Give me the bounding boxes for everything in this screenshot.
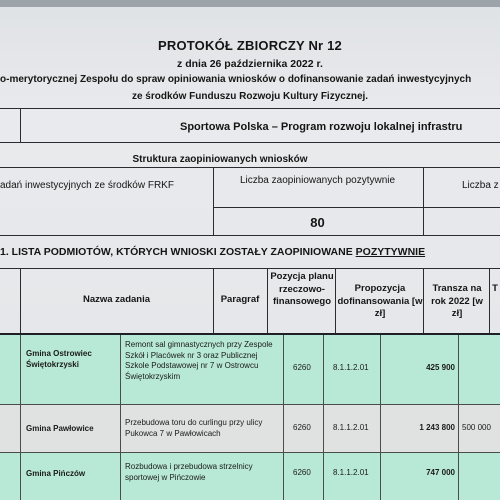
- row-task: Rozbudowa i przebudowa strzelnicy sportowej w Pińczowie: [125, 462, 253, 482]
- section-title-underlined: POZYTYWNIE: [355, 246, 426, 258]
- structure-divider-2: [423, 167, 424, 235]
- row-amount: 1 243 800: [419, 423, 455, 432]
- row-plan-position: 8.1.1.2.01: [333, 423, 369, 432]
- row-paragraph: 6260: [293, 363, 311, 372]
- grid-line: [323, 335, 324, 500]
- main-table-divider-5: [489, 268, 490, 333]
- protocol-subtitle-line-1: o-merytorycznej Zespołu do spraw opiniowania wniosków o dofinansowanie zadań inwestycyjnych: [0, 74, 472, 85]
- structure-header-border: [0, 167, 500, 168]
- row-task: Przebudowa toru do curlingu przy ulicy Pukowca 7 w Pawłowicach: [125, 418, 263, 438]
- grid-line: [380, 335, 381, 500]
- row-tranche: 500 000: [462, 423, 491, 432]
- main-table-divider-3: [335, 268, 336, 333]
- main-table-divider-2: [267, 268, 268, 333]
- header-proposal: Propozycja dofinansowania [w zł]: [337, 283, 423, 319]
- protocol-subtitle-line-2: ze środków Funduszu Rozwoju Kultury Fizycznej.: [131, 91, 369, 102]
- grid-line: [283, 335, 284, 500]
- row-task: Remont sal gimnastycznych przy Zespole Szkół i Placówek nr 3 oraz Publicznej Szkole Podstawowej nr 7 w Ostrowcu Świętokrzyskim: [125, 340, 273, 381]
- structure-col-positive-count: Liczba zaopiniowanych pozytywnie: [239, 175, 396, 186]
- protocol-date: z dnia 26 października 2022 r.: [177, 58, 323, 70]
- program-box-left-border: [20, 108, 21, 142]
- row-amount: 425 900: [426, 363, 455, 372]
- row-plan-position: 8.1.1.2.01: [333, 468, 369, 477]
- structure-divider-1: [213, 167, 214, 235]
- header-paragraph: Paragraf: [220, 294, 260, 305]
- structure-col-tasks: adań inwestycyjnych ze środków FRKF: [0, 180, 174, 191]
- grid-line: [458, 335, 459, 500]
- table-row: [0, 405, 500, 453]
- grid-line: [120, 335, 121, 500]
- grid-line: [20, 335, 21, 500]
- header-cut-column: T: [492, 283, 498, 294]
- photo-top-band: [0, 0, 500, 7]
- structure-title: Struktura zaopiniowanych wniosków: [132, 154, 308, 165]
- table-row: [0, 453, 500, 500]
- protocol-title: PROTOKÓŁ ZBIORCZY Nr 12: [158, 38, 342, 53]
- row-plan-position: 8.1.1.2.01: [333, 363, 369, 372]
- row-municipality: Gmina Pińczów: [26, 469, 86, 478]
- main-table-top-border: [0, 268, 500, 269]
- header-tranche: Transza na rok 2022 [w zł]: [431, 283, 483, 319]
- row-municipality: Gmina Pawłowice: [26, 424, 94, 433]
- program-box-bottom-border: [0, 142, 500, 143]
- row-municipality: Gmina Ostrowiec Świętokrzyski: [26, 349, 92, 369]
- table-row: [0, 335, 500, 405]
- header-task-name: Nazwa zadania: [82, 294, 151, 305]
- row-paragraph: 6260: [293, 423, 311, 432]
- structure-bottom-border: [0, 235, 500, 236]
- table-rows-photo: [0, 335, 500, 500]
- positive-applications-count: 80: [310, 215, 325, 230]
- main-table-divider-4: [423, 268, 424, 333]
- program-box-top-border: [0, 108, 500, 109]
- section-title-prefix: 1. LISTA PODMIOTÓW, KTÓRYCH WNIOSKI ZOSTAŁY ZAOPINIOWANE: [0, 246, 356, 258]
- row-paragraph: 6260: [293, 468, 311, 477]
- program-name: Sportowa Polska – Program rozwoju lokalnej infrastru: [180, 121, 463, 133]
- structure-value-border: [213, 207, 500, 208]
- header-plan-position: Pozycja planu rzeczowo-finansowego: [270, 271, 334, 307]
- structure-col-other-count: Liczba z: [462, 180, 499, 191]
- section-title: [0, 246, 425, 258]
- row-amount: 747 000: [426, 468, 455, 477]
